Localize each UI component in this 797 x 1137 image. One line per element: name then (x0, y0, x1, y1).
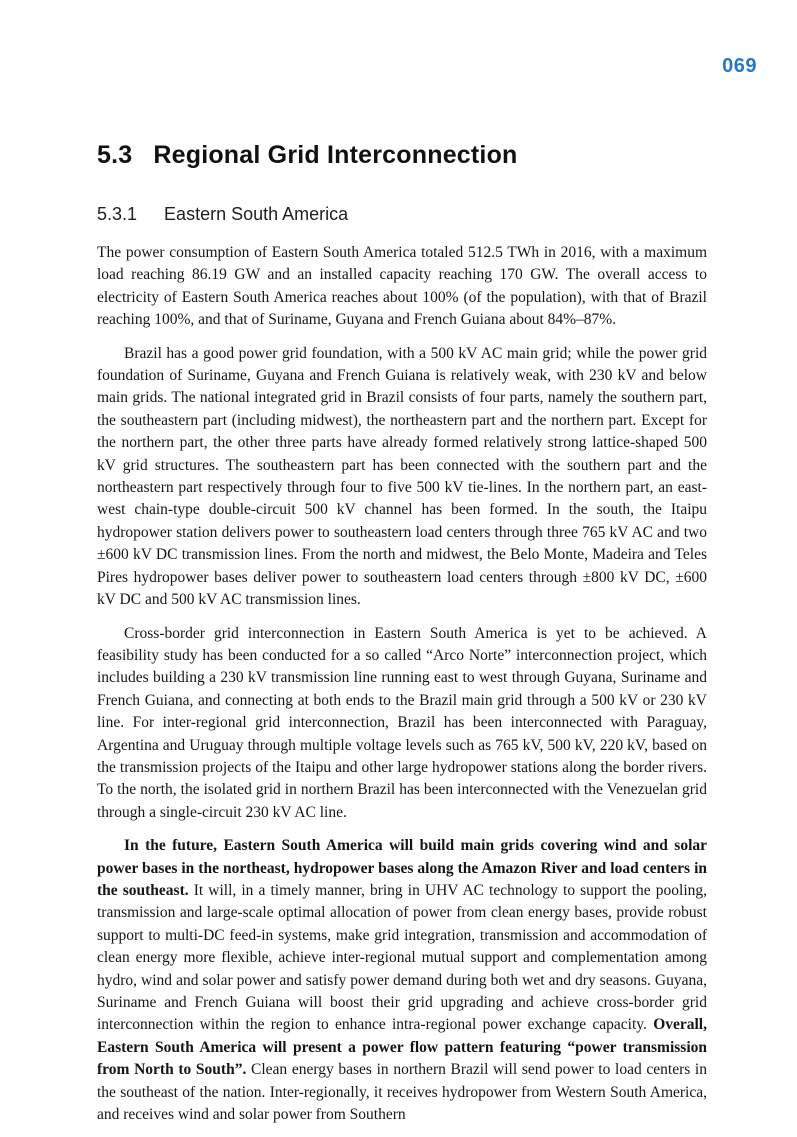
section-number: 5.3 (97, 141, 133, 169)
page-content (97, 0, 707, 1137)
subsection-title: Eastern South America (164, 204, 349, 224)
power-flow-pattern-bold: Overall, Eastern South America will present a power flow pattern featuring “power transmission from North to South”. (97, 1016, 707, 1079)
section-heading (97, 141, 707, 170)
paragraph-future-outlook (97, 835, 707, 1126)
page-number: 069 (722, 55, 757, 77)
future-outlook-body: It will, in a timely manner, bring in UHV AC technology to support the pooling, transmission and large-scale optimal allocation of power from clean energy bases, provide robust support to multi-DC feed-in systems, make grid integration, transmission and accommodation of clean energy more flexible, achieve inter-regional mutual support and complementation among hydro, wind and solar power and satisfy power demand during both wet and dry seasons. Guyana, Suriname and French Guiana will boost their grid upgrading and achieve cross-border grid interconnection within the region to enhance intra-regional power exchange capacity. (97, 881, 707, 1034)
future-outlook-tail: Clean energy bases in northern Brazil will send power to load centers in the southeast of the nation. Inter-regionally, it receives hydropower from Western South America, and receives wind and solar power from Southern (97, 1061, 707, 1124)
future-outlook-bold-lead: In the future, Eastern South America will build main grids covering wind and solar power bases in the northeast, hydropower bases along the Amazon River and load centers in the southeast. (97, 837, 707, 899)
section-title: Regional Grid Interconnection (153, 141, 518, 169)
paragraph-brazil-grid-foundation: Brazil has a good power grid foundation, with a 500 kV AC main grid; while the power grid foundation of Suriname, Guyana and French Guiana is relatively weak, with 230 kV and below main grids. The national integrated grid in Brazil consists of four parts, namely the southern part, the southeastern part (including midwest), the northeastern part and the northern part. Except for the northern part, the other three parts have already formed relatively strong lattice-shaped 500 kV grid structures. The southeastern part has been connected with the southern part and the northeastern part respectively through four to five 500 kV tie-lines. In the northern part, an east-west chain-type double-circuit 500 kV channel has been formed. In the south, the Itaipu hydropower station delivers power to southeastern load centers through three 765 kV AC and two ±600 kV DC transmission lines. From the north and midwest, the Belo Monte, Madeira and Teles Pires hydropower bases deliver power to southeastern load centers through ±800 kV DC, ±600 kV DC and 500 kV AC transmission lines. (97, 344, 707, 609)
paragraph-consumption-overview: The power consumption of Eastern South America totaled 512.5 TWh in 2016, with a maximum load reaching 86.19 GW and an installed capacity reaching 170 GW. The overall access to electricity of Eastern South America reaches about 100% (of the population), with that of Brazil reaching 100%, and that of Suriname, Guyana and French Guiana about 84%–87%. (97, 244, 707, 329)
paragraph-cross-border-interconnection: Cross-border grid interconnection in Eastern South America is yet to be achieved. A feasibility study has been conducted for a so called “Arco Norte” interconnection project, which includes building a 230 kV transmission line running east to west through Guyana, Suriname and French Guiana, and connecting at both ends to the Brazil main grid through a 500 kV or 230 kV line. For inter-regional grid interconnection, Brazil has been interconnected with Paraguay, Argentina and Uruguay through multiple voltage levels such as 765 kV, 500 kV, 220 kV, based on the transmission projects of the Itaipu and other large hydropower stations along the border rivers. To the north, the isolated grid in northern Brazil has been interconnected with the Venezuelan grid through a single-circuit 230 kV AC line. (97, 624, 707, 821)
subsection-heading (97, 204, 707, 225)
subsection-number: 5.3.1 (97, 204, 138, 224)
